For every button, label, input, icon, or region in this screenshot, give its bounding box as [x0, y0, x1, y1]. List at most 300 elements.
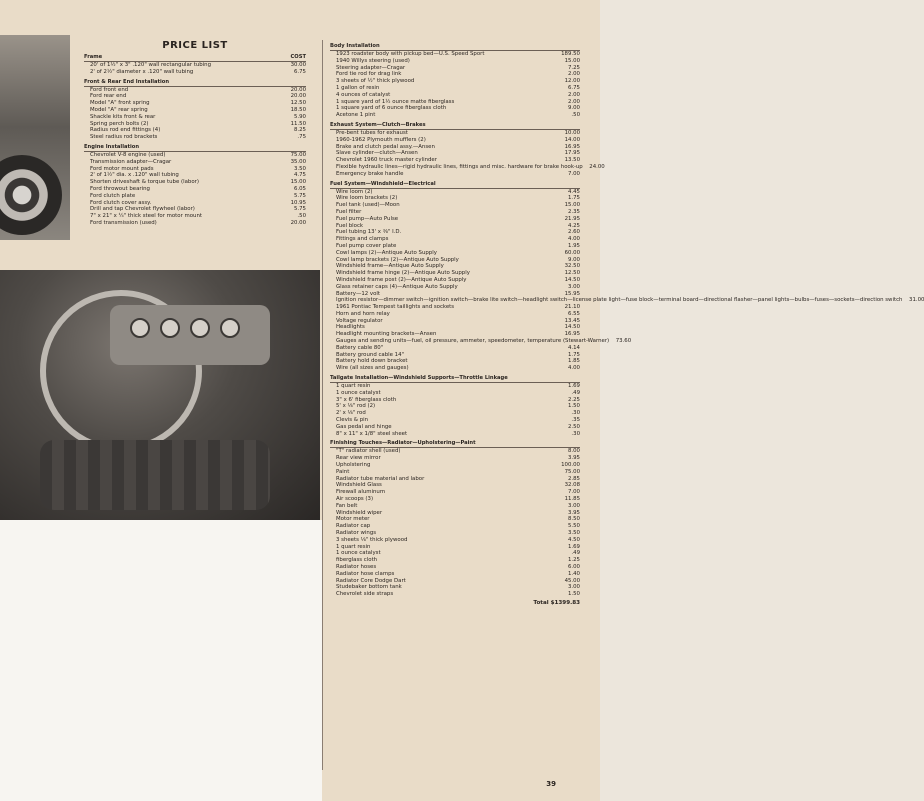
price-row	[330, 403, 580, 410]
item-price: 1.40	[567, 570, 580, 577]
item-description: 1 ounce catalyst	[336, 550, 381, 557]
price-row	[84, 200, 306, 207]
price-row	[330, 390, 580, 397]
price-row	[330, 189, 580, 196]
item-description: 3 sheets ⅛" thick plywood	[336, 536, 408, 543]
section-heading	[330, 181, 580, 189]
item-description: 2' of 1½" dia. x .120" wall tubing	[90, 172, 179, 179]
item-description: Radiator Core Dodge Dart	[336, 577, 406, 584]
item-description: 1 ounce catalyst	[336, 389, 381, 396]
price-row	[330, 171, 580, 178]
item-price: 24.00	[589, 163, 605, 170]
item-description: Fuel tank (used)—Moon	[336, 202, 400, 209]
item-description: Glass retainer caps (4)—Antique Auto Supply	[336, 283, 458, 290]
section-heading	[84, 54, 306, 62]
item-price: 17.95	[564, 150, 580, 157]
price-row	[330, 424, 580, 431]
item-description: 1 quart resin	[336, 383, 371, 390]
item-price: 75.00	[290, 151, 306, 158]
item-price: 10.95	[290, 199, 306, 206]
item-description: Ford clutch plate	[90, 192, 136, 199]
item-price: 15.00	[290, 179, 306, 186]
price-row	[330, 571, 580, 578]
price-row	[330, 58, 580, 65]
item-description: 7" x 21" x ¼" thick steel for motor mount	[90, 213, 203, 220]
price-row	[84, 159, 306, 166]
cost-label: COST	[290, 54, 306, 60]
item-price: 1.69	[567, 543, 580, 550]
item-price: 1.75	[567, 195, 580, 202]
price-row	[330, 137, 580, 144]
item-description: Air scoops (3)	[336, 496, 374, 503]
item-price: 73.60	[615, 338, 632, 345]
item-price: 32.50	[564, 263, 580, 270]
price-row	[330, 297, 924, 304]
item-description: Windshield frame—Antique Auto Supply	[336, 263, 444, 270]
item-price: .30	[571, 430, 580, 437]
price-row	[84, 179, 306, 186]
car-photo-top	[0, 35, 70, 240]
price-row	[330, 99, 580, 106]
item-price: 1.95	[567, 242, 580, 249]
item-description: Ford throwout bearing	[90, 185, 150, 192]
item-description: Transmission adapter—Cragar	[90, 158, 172, 165]
item-price: 100.00	[561, 462, 580, 469]
price-row	[330, 584, 580, 591]
item-price: 6.75	[567, 84, 580, 91]
page-number: 39	[546, 780, 556, 788]
item-price: 2.85	[567, 475, 580, 482]
gauge-icon	[130, 318, 150, 338]
item-description: 1940 Willys steering (used)	[336, 57, 410, 64]
item-description: Ford motor mount pads	[90, 165, 154, 172]
item-description: Chevrolet 1960 truck master cylinder	[336, 157, 437, 164]
price-row	[330, 209, 580, 216]
item-description: Fuel filter	[336, 208, 362, 215]
price-row	[84, 172, 306, 179]
price-row	[330, 51, 580, 58]
item-description: Studebaker bottom tank	[336, 584, 402, 591]
item-description: Model "A" rear spring	[90, 106, 148, 113]
item-price: 20.00	[290, 86, 306, 93]
price-row	[330, 85, 580, 92]
price-list-right-column	[330, 40, 924, 606]
item-description: Headlight mounting brackets—Ansen	[336, 331, 437, 338]
price-row	[330, 130, 580, 137]
item-description: Shorten driveshaft & torque tube (labor)	[90, 179, 199, 186]
item-price: 18.50	[290, 106, 306, 113]
item-price: 6.75	[293, 68, 306, 75]
item-description: Gauges and sending units—fuel, oil pressure, ammeter, speedometer, temperature (Stewart-Warner)	[336, 338, 610, 345]
price-row	[330, 489, 580, 496]
price-row	[330, 257, 580, 264]
item-price: 7.00	[567, 489, 580, 496]
item-description: Wire loom (2)	[336, 188, 373, 195]
item-price: 2.25	[567, 396, 580, 403]
item-price: 3.95	[567, 509, 580, 516]
section-heading	[330, 375, 580, 383]
item-description: 8" x 11" x 1/8" steel sheet	[336, 430, 408, 437]
item-price: .50	[297, 213, 306, 220]
item-description: Fuel pump—Auto Pulse	[336, 215, 399, 222]
item-price: 4.00	[567, 365, 580, 372]
item-price: 15.00	[564, 202, 580, 209]
item-description: Brake and clutch pedal assy.—Ansen	[336, 143, 435, 150]
price-row	[330, 331, 580, 338]
item-price: 3.50	[567, 530, 580, 536]
price-row	[330, 223, 580, 230]
item-description: 1923 roadster body with pickup bed—U.S. Speed Sport	[336, 51, 485, 57]
item-description: Battery hold down bracket	[336, 358, 408, 365]
item-description: Paint	[336, 468, 350, 475]
item-description: Motor meter	[336, 516, 370, 523]
item-price: 5.90	[293, 113, 306, 120]
item-price: .49	[571, 550, 580, 557]
item-description: Cowl lamps (2)—Antique Auto Supply	[336, 249, 437, 256]
item-description: 20' of 1½" x 3" .120" wall rectangular tubing	[90, 62, 212, 68]
seat-image	[40, 440, 270, 510]
item-price: .35	[571, 417, 580, 424]
item-description: Steering adapter—Cragar	[336, 64, 406, 71]
item-price: 10.00	[564, 129, 580, 136]
item-description: Battery cable 80"	[336, 344, 384, 351]
price-row	[330, 345, 580, 352]
item-description: Windshield frame post (2)—Antique Auto Supply	[336, 276, 467, 283]
item-price: 1.85	[567, 358, 580, 365]
item-description: Shackle kits front & rear	[90, 113, 156, 120]
item-description: Windshield frame hinge (2)—Antique Auto Supply	[336, 270, 470, 277]
item-description: fiberglass cloth	[336, 557, 378, 564]
item-price: 21.10	[564, 304, 580, 311]
item-price: 6.00	[567, 563, 580, 570]
section-heading	[84, 79, 306, 87]
price-row	[330, 195, 580, 202]
item-description: Radiator cap	[336, 523, 371, 530]
price-row	[84, 213, 306, 220]
item-price: 4.50	[567, 536, 580, 543]
item-description: 3" x 6' fiberglass cloth	[336, 396, 397, 403]
price-row	[330, 516, 580, 523]
wheel-image	[0, 155, 62, 235]
price-row	[330, 410, 580, 417]
item-description: Radiator hose clamps	[336, 570, 395, 577]
price-row	[330, 284, 580, 291]
item-price: 14.50	[564, 276, 580, 283]
price-row	[330, 270, 580, 277]
item-description: Upholstering	[336, 462, 371, 469]
item-price: 12.00	[564, 78, 580, 85]
price-row	[84, 69, 306, 76]
price-row	[330, 236, 580, 243]
item-price: 16.95	[564, 331, 580, 338]
price-row	[330, 550, 580, 557]
price-row	[84, 206, 306, 213]
item-description: Radiator hoses	[336, 563, 377, 570]
item-price: 35.00	[290, 158, 306, 165]
item-description: Clevis & pin	[336, 417, 369, 424]
price-row	[84, 100, 306, 107]
price-row	[330, 157, 580, 164]
item-description: Wire loom brackets (2)	[336, 195, 398, 202]
item-description: Horn and horn relay	[336, 310, 390, 317]
item-price: 9.00	[567, 105, 580, 112]
item-price: 1.50	[567, 591, 580, 598]
item-description: Ford rear end	[90, 93, 127, 100]
item-price: 8.25	[293, 127, 306, 134]
price-row	[330, 144, 580, 151]
price-row	[330, 92, 580, 99]
price-row	[330, 557, 580, 564]
price-row	[330, 476, 580, 483]
section-title: Tailgate Installation—Windshield Supports—Throttle Linkage	[330, 375, 508, 382]
item-price: .49	[571, 389, 580, 396]
item-description: Steel radius rod brackets	[90, 134, 158, 141]
price-row	[330, 462, 580, 469]
gauge-icon	[220, 318, 240, 338]
item-price: 20.00	[290, 93, 306, 100]
item-description: Emergency brake handle	[336, 170, 404, 177]
item-description: Cowl lamp brackets (2)—Antique Auto Supply	[336, 256, 459, 263]
item-price: 12.50	[564, 270, 580, 277]
item-price: 4.00	[567, 236, 580, 243]
price-row	[330, 448, 580, 455]
price-list-left-column	[84, 40, 306, 227]
item-description: Drill and tap Chevrolet flywheel (labor)	[90, 206, 195, 213]
item-description: Radius rod end fittings (4)	[90, 127, 161, 134]
price-row	[330, 202, 580, 209]
item-description: 1 square yard of 1½ ounce matte fiberglass	[336, 98, 455, 105]
item-price: 20.00	[290, 219, 306, 226]
item-description: Ford front end	[90, 86, 129, 93]
price-row	[330, 291, 580, 298]
price-row	[330, 243, 580, 250]
price-row	[330, 311, 580, 318]
price-row	[330, 365, 580, 372]
item-price: 1.69	[567, 383, 580, 390]
item-price: 189.50	[561, 51, 580, 57]
item-price: 14.50	[564, 324, 580, 331]
item-price: 15.00	[564, 57, 580, 64]
item-price: 1.25	[567, 557, 580, 564]
section-heading	[330, 122, 580, 130]
price-row	[330, 150, 580, 157]
item-description: Radiator tube material and labor	[336, 475, 425, 482]
section-title: Finishing Touches—Radiator—Upholstering—Paint	[330, 440, 476, 447]
item-price: 13.45	[564, 317, 580, 324]
gauge-icon	[160, 318, 180, 338]
section-heading	[330, 440, 580, 448]
item-price: 8.50	[567, 516, 580, 523]
price-row	[330, 105, 580, 112]
item-price: 11.85	[564, 496, 580, 503]
item-description: Voltage regulator	[336, 317, 383, 324]
price-row	[84, 220, 306, 227]
item-description: 4 ounces of catalyst	[336, 91, 391, 98]
price-row	[84, 152, 306, 159]
item-price: 2.35	[567, 208, 580, 215]
price-row	[330, 482, 580, 489]
item-description: Slave cylinder—clutch—Ansen	[336, 150, 418, 157]
item-price: 2.00	[567, 98, 580, 105]
price-row	[330, 537, 580, 544]
price-row	[330, 578, 580, 585]
item-price: 3.00	[567, 283, 580, 290]
item-price: 2.00	[567, 71, 580, 78]
item-price: 2.50	[567, 423, 580, 430]
item-price: 11.50	[290, 120, 306, 127]
item-price: 5.75	[293, 192, 306, 199]
price-row	[330, 523, 580, 530]
price-row	[330, 383, 580, 390]
price-row	[330, 544, 580, 551]
item-description: Pre-bent tubes for exhaust	[336, 129, 408, 136]
price-row	[330, 216, 580, 223]
item-price: 16.95	[564, 143, 580, 150]
item-price: 1.50	[567, 403, 580, 410]
item-price: 75.00	[564, 468, 580, 475]
price-row	[84, 121, 306, 128]
section-title: Body Installation	[330, 43, 380, 49]
item-price: 5.50	[567, 523, 580, 530]
item-price: 7.00	[567, 170, 580, 177]
item-description: Chevrolet V-8 engine (used)	[90, 151, 166, 158]
item-description: Battery—12 volt	[336, 290, 381, 297]
section-title: Engine Installation	[84, 143, 140, 150]
price-row	[330, 263, 580, 270]
price-row	[84, 186, 306, 193]
item-price: 4.75	[293, 172, 306, 179]
item-description: Ford tie rod for drag link	[336, 71, 402, 78]
item-description: Fan belt	[336, 502, 358, 509]
item-price: 2.60	[567, 229, 580, 236]
item-description: 1 gallon of resin	[336, 84, 380, 91]
price-row	[330, 503, 580, 510]
price-row	[330, 530, 580, 537]
price-row	[330, 564, 580, 571]
item-description: Firewall aluminum	[336, 489, 386, 496]
item-description: 3 sheets of ½" thick plywood	[336, 78, 415, 85]
item-description: 5' x ⅛" rod (2)	[336, 403, 376, 410]
price-row	[84, 193, 306, 200]
item-price: 14.00	[564, 136, 580, 143]
item-description: "T" radiator shell (used)	[336, 448, 401, 455]
item-description: Ford transmission (used)	[90, 219, 157, 226]
gauge-icon	[190, 318, 210, 338]
item-price: 9.00	[567, 256, 580, 263]
price-row	[84, 93, 306, 100]
price-row	[330, 496, 580, 503]
item-price: 4.25	[567, 222, 580, 229]
item-price: 32.08	[564, 482, 580, 489]
item-description: Chevrolet side straps	[336, 591, 394, 598]
item-description: Battery ground cable 14"	[336, 351, 405, 358]
price-row	[330, 455, 580, 462]
price-row	[330, 324, 580, 331]
price-row	[330, 163, 605, 171]
price-row	[330, 591, 580, 598]
item-description: Spring perch bolts (2)	[90, 120, 149, 127]
price-row	[330, 250, 580, 257]
section-title: Fuel System—Windshield—Electrical	[330, 180, 436, 187]
item-price: .75	[297, 134, 306, 141]
item-price: 13.50	[564, 157, 580, 164]
price-row	[330, 229, 580, 236]
section-heading	[330, 43, 580, 51]
item-description: Wire (all sizes and gauges)	[336, 365, 409, 372]
item-price: 21.95	[564, 215, 580, 222]
item-description: Gas pedal and hinge	[336, 423, 392, 430]
item-description: Headlights	[336, 324, 365, 331]
price-row	[330, 352, 580, 359]
item-price: 45.00	[564, 577, 580, 584]
item-price: 8.00	[567, 448, 580, 455]
item-description: Flexible hydraulic lines—rigid hydraulic lines, fittings and misc. hardware for brake hook-up	[336, 163, 583, 170]
item-price: 1.75	[567, 351, 580, 358]
item-price: 2.00	[567, 91, 580, 98]
item-price: 6.05	[293, 185, 306, 192]
item-price: 15.95	[564, 290, 580, 297]
price-row	[330, 277, 580, 284]
item-price: 6.55	[567, 310, 580, 317]
item-description: Ford clutch cover assy.	[90, 199, 152, 206]
price-row	[330, 469, 580, 476]
item-description: Rear view mirror	[336, 455, 381, 462]
item-description: Windshield wiper	[336, 509, 383, 516]
price-list-title: PRICE LIST	[162, 40, 228, 51]
dashboard-photo	[0, 270, 320, 520]
item-description: Fuel block	[336, 222, 364, 229]
grand-total: Total $1399.83	[533, 599, 580, 606]
item-description: 1 quart resin	[336, 543, 371, 550]
item-price: .30	[571, 410, 580, 417]
price-row	[330, 338, 632, 345]
item-description: Acetone 1 pint	[336, 112, 376, 119]
item-price: 3.00	[567, 502, 580, 509]
price-row	[330, 304, 580, 311]
item-price: .50	[571, 112, 580, 119]
item-price: 4.45	[567, 188, 580, 195]
price-row	[330, 318, 580, 325]
price-row	[84, 114, 306, 121]
item-description: Model "A" front spring	[90, 100, 150, 107]
section-title: Front & Rear End Installation	[84, 78, 170, 85]
section-heading	[84, 144, 306, 152]
item-price: 30.00	[290, 62, 306, 68]
price-row	[330, 358, 580, 365]
item-price: 12.50	[290, 100, 306, 107]
item-price: 3.50	[293, 165, 306, 172]
item-description: 2' of 2½" diameter x .120" wall tubing	[90, 68, 194, 75]
item-description: 1961 Pontiac Tempest taillights and sockets	[336, 304, 455, 311]
price-row	[330, 78, 580, 85]
blank-area	[0, 520, 322, 801]
price-row	[330, 112, 580, 119]
price-row	[330, 431, 580, 438]
item-price: 60.00	[564, 249, 580, 256]
price-row	[330, 510, 580, 517]
item-description: 2' x ⅛" rod	[336, 410, 366, 417]
price-row	[84, 107, 306, 114]
item-description: 1960-1962 Plymouth mufflers (2)	[336, 136, 426, 143]
item-description: Fittings and clamps	[336, 236, 389, 243]
item-price: 4.14	[567, 344, 580, 351]
price-row	[330, 397, 580, 404]
price-row	[84, 87, 306, 94]
price-row	[330, 417, 580, 424]
price-row	[84, 127, 306, 134]
item-price: 31.00	[909, 297, 924, 304]
section-title: Frame	[84, 54, 103, 60]
